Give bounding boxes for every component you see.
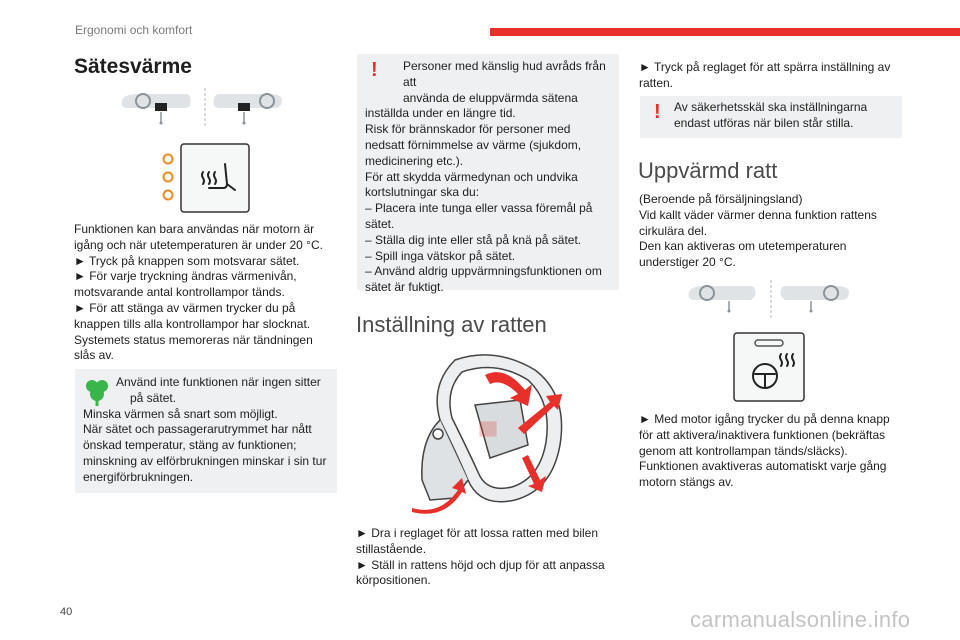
text-line: motsvarande antal kontrollampor tänds. — [74, 285, 285, 300]
text-line: – Ställa dig inte eller stå på knä på sätet. — [365, 232, 582, 247]
heading-steering-adjustment: Inställning av ratten — [356, 312, 547, 337]
text-line: minskning av elförbrukningen minskar i sin tur — [83, 453, 327, 468]
indicator-lamp-2 — [164, 173, 173, 182]
text-line: – Spill inga vätskor på sätet. — [365, 248, 516, 263]
text-line: sätet. — [365, 216, 395, 231]
text-line: önskad temperatur, stäng av funktionen; — [83, 438, 297, 453]
text-line: energiförbrukningen. — [83, 469, 194, 484]
text-line: När sätet och passagerarutrymmet har nått — [83, 422, 312, 437]
eco-leaf-icon — [84, 377, 110, 407]
text-line: Vid kallt väder värmer denna funktion rattens — [639, 207, 877, 222]
text-line: ratten. — [639, 75, 674, 90]
text-line: Använd inte funktionen när ingen sitter — [116, 375, 321, 389]
watermark: carmanualsonline.info — [690, 607, 911, 632]
heated-steering-intro — [639, 192, 904, 271]
car-left-view-icon — [122, 94, 191, 125]
text-line: Funktionen avaktiveras automatiskt varje gång — [639, 459, 887, 474]
heading-seat-heating: Sätesvärme — [74, 55, 192, 78]
header-accent-bar — [490, 28, 960, 36]
text-line: nedsatt förnimmelse av värme (sjukdom, — [365, 137, 582, 152]
text-line: ► Tryck på reglaget för att spärra inställning av — [639, 60, 891, 74]
text-line: Minska värmen så snart som möjligt. — [83, 406, 278, 421]
car-right-view-icon — [781, 286, 849, 313]
text-line: motorn stängs av. — [639, 475, 734, 490]
warning-exclamation-icon: ! — [654, 101, 661, 123]
text-line: – Placera inte tunga eller vassa föremål på — [365, 201, 593, 216]
text-line: Systemets status memoreras när tändningen — [74, 332, 313, 347]
text-line: Personer med känslig hud avråds från att — [403, 59, 606, 89]
text-line: körpositionen. — [356, 573, 431, 588]
indicator-lamp-3 — [164, 191, 173, 200]
page-number: 40 — [60, 606, 73, 618]
text-line: igång och när utetemperaturen är under 20 °C. — [74, 237, 323, 252]
steering-adjustment-text — [356, 526, 621, 589]
text-line: Funktionen kan bara användas när motorn är — [74, 222, 315, 236]
text-line: cirkulära del. — [639, 223, 708, 238]
text-line: ► För att stänga av värmen trycker du på — [74, 300, 296, 315]
text-line: stillastående. — [356, 541, 427, 556]
steering-adjustment-illustration — [400, 350, 570, 518]
text-line: ► Med motor igång trycker du på denna knapp — [639, 412, 890, 426]
text-line: kortslutningar ska du: — [365, 185, 480, 200]
text-line: knappen tills alla kontrollampor har slocknat. — [74, 316, 311, 331]
section-header: Ergonomi och komfort — [75, 23, 193, 37]
heated-steering-text — [639, 412, 907, 491]
eco-tip-box — [75, 369, 337, 493]
text-line: sätet är fuktigt. — [365, 280, 444, 295]
text-line: ► För varje tryckning ändras värmenivån, — [74, 269, 297, 284]
text-line: Av säkerhetsskäl ska inställningarna — [674, 100, 868, 114]
seat-heating-text — [74, 222, 344, 364]
text-line: understiger 20 °C. — [639, 255, 736, 270]
text-line: – Använd aldrig uppvärmningsfunktionen om — [365, 264, 602, 279]
text-line: slås av. — [74, 348, 114, 363]
warning-exclamation-icon: ! — [371, 59, 378, 81]
text-line: Risk för brännskador för personer med — [365, 122, 571, 137]
warning-box-burns — [357, 54, 619, 295]
text-line: För att skydda värmedynan och undvika — [365, 169, 578, 184]
text-line: ► Dra i reglaget för att lossa ratten med bilen — [356, 526, 598, 540]
heading-heated-steering: Uppvärmd ratt — [638, 158, 778, 183]
steering-lock-text — [639, 60, 904, 92]
seat-position-diagram — [110, 86, 290, 130]
text-line: endast utföras när bilen står stilla. — [674, 115, 854, 130]
text-line: medicinering etc.). — [365, 153, 464, 168]
heated-steering-button-illustration — [733, 332, 805, 402]
seat-heating-button-illustration — [155, 142, 255, 216]
text-line: använda de eluppvärmda sätena — [403, 90, 578, 105]
car-left-view-icon — [689, 286, 756, 313]
text-line: för att aktivera/inaktivera funktionen (bekräftas — [639, 427, 886, 442]
car-right-view-icon — [214, 94, 282, 125]
text-line: (Beroende på försäljningsland) — [639, 192, 803, 206]
warning-box-safety — [640, 96, 902, 138]
text-line: genom att kontrollampan tänds/släcks). — [639, 443, 848, 458]
lock-lever-icon — [480, 422, 496, 436]
text-line: inställda under en längre tid. — [365, 106, 516, 121]
heated-steering-position-diagram — [685, 280, 855, 320]
indicator-lamp-1 — [164, 155, 173, 164]
text-line: på sätet. — [130, 390, 177, 405]
text-line: Den kan aktiveras om utetemperaturen — [639, 239, 847, 254]
text-line: ► Tryck på knappen som motsvarar sätet. — [74, 253, 300, 268]
text-line: ► Ställ in rattens höjd och djup för att anpassa — [356, 557, 605, 572]
